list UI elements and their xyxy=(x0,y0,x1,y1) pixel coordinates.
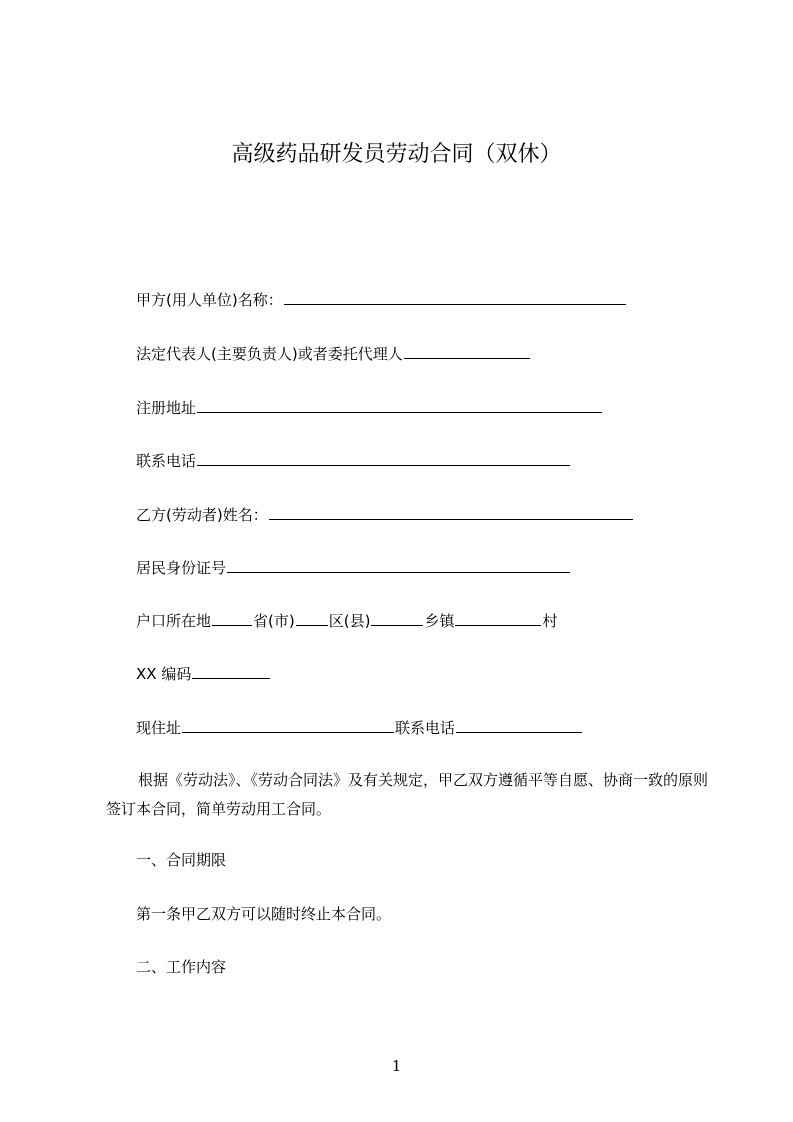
household-district-blank xyxy=(296,610,328,626)
id-number-line xyxy=(136,557,571,579)
id-number-label: 居民身份证号 xyxy=(136,559,227,577)
postal-code-blank xyxy=(192,663,270,679)
household-village-label: 村 xyxy=(542,612,558,630)
party-b-name-label: 乙方(劳动者)姓名： xyxy=(136,506,268,524)
current-address-label: 现住址 xyxy=(136,719,182,737)
contact-phone-line xyxy=(136,450,571,472)
party-b-name-blank xyxy=(269,504,633,520)
party-a-name-line xyxy=(136,289,627,311)
article-one-text: 第一条甲乙双方可以随时终止本合同。 xyxy=(136,905,392,923)
household-district-label: 区(县) xyxy=(328,612,371,630)
legal-representative-label: 法定代表人(主要负责人)或者委托代理人 xyxy=(136,345,403,363)
current-address-line xyxy=(136,717,583,739)
postal-code-label: XX 编码 xyxy=(136,665,192,683)
registered-address-label: 注册地址 xyxy=(136,399,197,417)
work-content-heading: 二、工作内容 xyxy=(136,958,227,976)
contact-phone-label: 联系电话 xyxy=(136,452,197,470)
party-b-name-line xyxy=(136,504,634,526)
registered-address-line xyxy=(136,397,603,419)
legal-representative-blank xyxy=(404,343,530,359)
household-township-blank xyxy=(371,610,423,626)
legal-representative-line xyxy=(136,343,531,365)
household-province-blank xyxy=(212,610,252,626)
registered-address-blank xyxy=(197,397,602,413)
current-contact-phone-blank xyxy=(456,717,582,733)
preamble-paragraph: 根据《劳动法》、《劳动合同法》及有关规定，甲乙双方遵循平等自愿、协商一致的原则签订本合同，简单劳动用工合同。 xyxy=(106,771,709,818)
household-village-blank xyxy=(455,610,541,626)
household-township-label: 乡镇 xyxy=(424,612,455,630)
party-a-name-label: 甲方(用人单位)名称： xyxy=(136,291,283,309)
contact-phone-blank xyxy=(197,450,570,466)
party-a-name-blank xyxy=(284,289,626,305)
current-address-blank xyxy=(182,717,394,733)
household-province-label: 省(市) xyxy=(253,612,295,630)
contract-term-heading: 一、合同期限 xyxy=(136,851,227,869)
id-number-blank xyxy=(227,557,570,573)
page-number: 1 xyxy=(391,1057,402,1075)
household-registration-label: 户口所在地 xyxy=(136,612,212,630)
document-title: 高级药品研发员劳动合同（双休） xyxy=(231,142,562,167)
current-contact-phone-label: 联系电话 xyxy=(395,719,456,737)
household-registration-line xyxy=(136,610,557,632)
postal-code-line xyxy=(136,663,271,685)
